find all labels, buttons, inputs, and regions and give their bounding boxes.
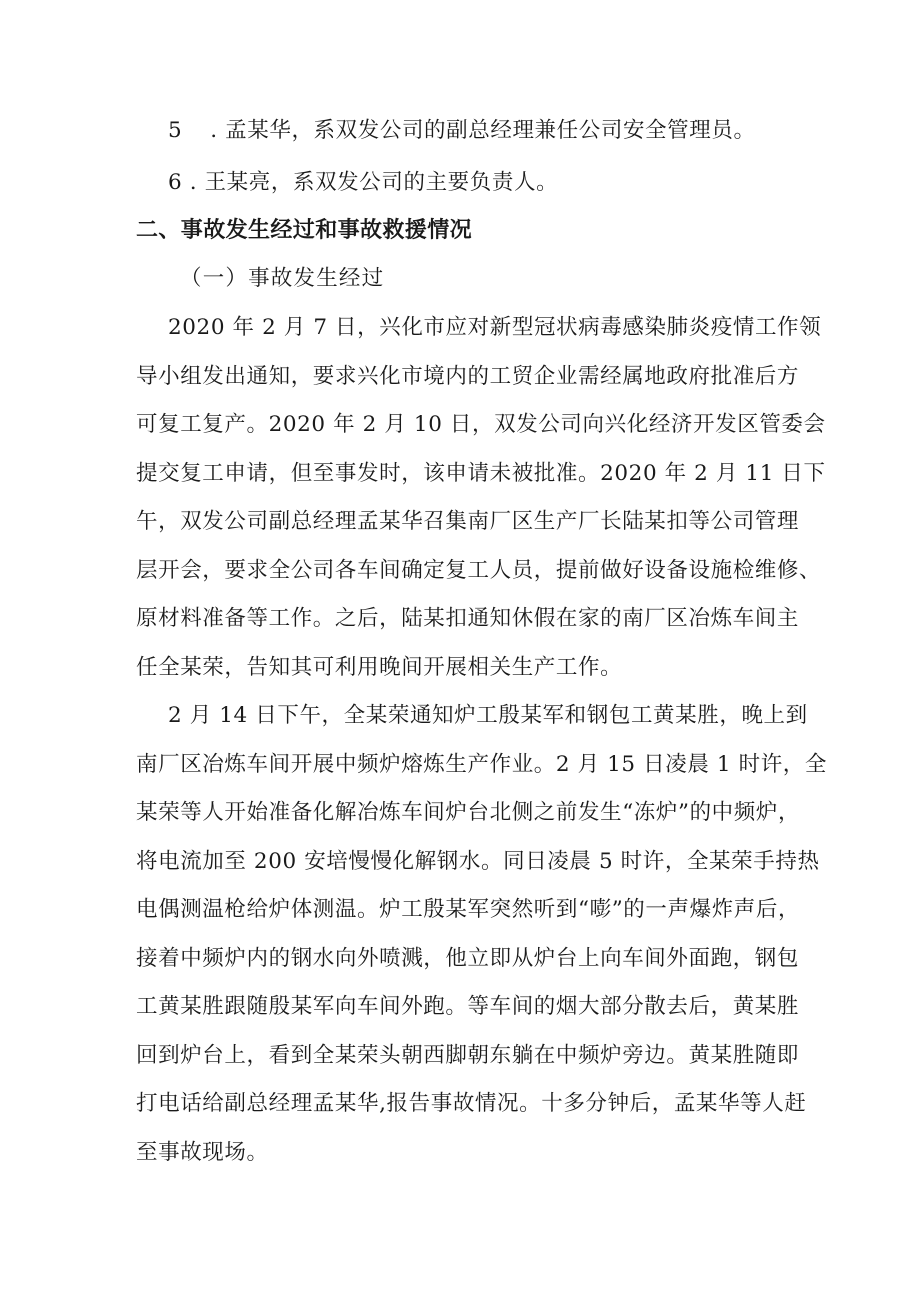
paragraph-line: 某荣等人开始准备化解冶炼车间炉台北侧之前发生“冻炉”的中频炉， [136,800,801,825]
paragraph-line: 接着中频炉内的钢水向外喷溅，他立即从炉台上向车间外面跑，钢包 [136,946,800,971]
section-heading: 二、事故发生经过和事故救援情况 [136,218,473,243]
paragraph-line: 2 月 14 日下午，全某荣通知炉工殷某军和钢包工黄某胜，晚上到 [168,703,808,728]
paragraph-line: 工黄某胜跟随殷某军向车间外跑。等车间的烟大部分散去后，黄某胜 [136,994,800,1019]
paragraph-line: 南厂区冶炼车间开展中频炉熔炼生产作业。2 月 15 日凌晨 1 时许，全 [136,752,827,777]
paragraph-line: 原材料准备等工作。之后，陆某扣通知休假在家的南厂区冶炼车间主 [136,606,800,631]
paragraph-line: 任全某荣，告知其可利用晚间开展相关生产工作。 [136,655,623,680]
item-number: 5 [168,118,183,143]
paragraph-line: 导小组发出通知，要求兴化市境内的工贸企业需经属地政府批准后方 [136,364,800,389]
paragraph-line: 午，双发公司副总经理孟某华召集南厂区生产厂长陆某扣等公司管理 [136,509,800,534]
paragraph-line: 至事故现场。 [136,1140,269,1165]
paragraph-line: 电偶测温枪给炉体测温。炉工殷某军突然听到“嘭”的一声爆炸声后， [136,897,801,922]
paragraph-line: 2020 年 2 月 7 日，兴化市应对新型冠状病毒感染肺炎疫情工作领 [168,315,822,340]
personnel-item-6: 6 . 王某亮，系双发公司的主要负责人。 [168,170,559,195]
item-text: . 孟某华，系双发公司的副总经理兼任公司安全管理员。 [210,118,756,143]
paragraph-line: 层开会，要求全公司各车间确定复工人员，提前做好设备设施检维修、 [136,558,822,583]
paragraph-line: 提交复工申请，但至事发时，该申请未被批准。2020 年 2 月 11 日下 [136,461,826,486]
paragraph-line: 回到炉台上，看到全某荣头朝西脚朝东躺在中频炉旁边。黄某胜随即 [136,1043,800,1068]
paragraph-line: 将电流加至 200 安培慢慢化解钢水。同日凌晨 5 时许，全某荣手持热 [136,849,820,874]
paragraph-line: 打电话给副总经理孟某华,报告事故情况。十多分钟后，孟某华等人赶 [136,1091,807,1116]
personnel-item-5 [168,116,756,146]
subsection-heading: （一）事故发生经过 [180,266,385,291]
paragraph-line: 可复工复产。2020 年 2 月 10 日，双发公司向兴化经济开发区管委会 [136,412,826,437]
